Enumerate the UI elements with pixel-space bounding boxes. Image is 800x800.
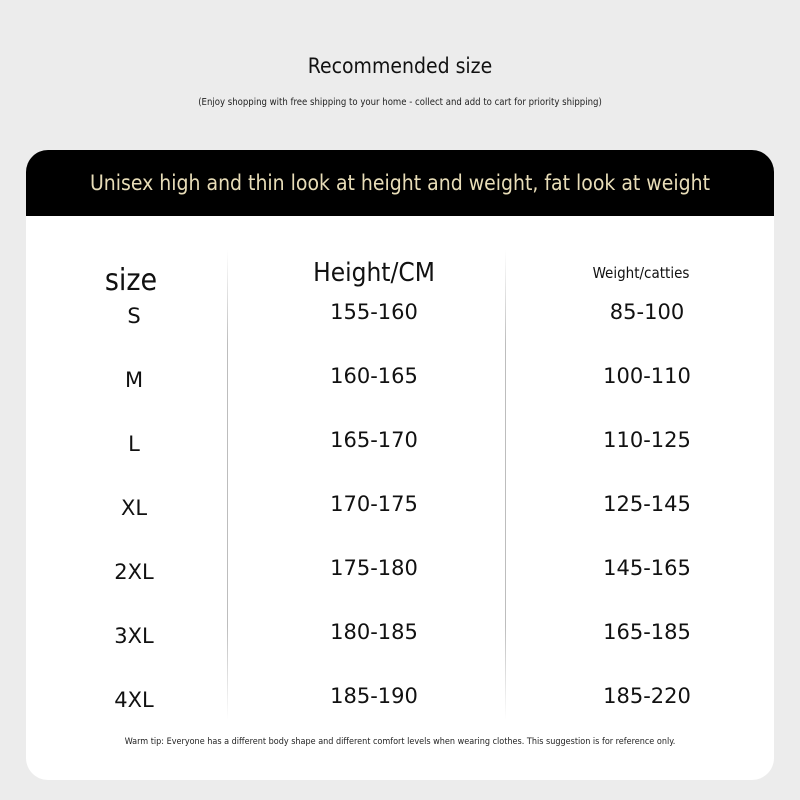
warm-tip: Warm tip: Everyone has a different body shape and different comfort levels when wearing clothes. This suggestion is for reference only.: [124, 737, 676, 747]
page-title: Recommended size: [307, 54, 493, 78]
weight-cell: 185-220: [603, 684, 691, 708]
weight-cell: 100-110: [603, 364, 691, 388]
header-weight: Weight/catties: [592, 264, 690, 282]
page-subtitle: (Enjoy shopping with free shipping to your home - collect and add to cart for priority shipping): [198, 97, 602, 108]
height-cell: 155-160: [330, 300, 418, 324]
weight-cell: 125-145: [603, 492, 691, 516]
header-height: Height/CM: [313, 258, 435, 288]
height-cell: 170-175: [330, 492, 418, 516]
height-cell: 185-190: [330, 684, 418, 708]
size-cell: M: [124, 368, 144, 392]
size-cell: 2XL: [114, 560, 154, 584]
banner: [26, 150, 774, 216]
size-cell: 4XL: [114, 688, 154, 712]
height-cell: 160-165: [330, 364, 418, 388]
size-cell: XL: [120, 496, 148, 520]
height-cell: 175-180: [330, 556, 418, 580]
column-divider: [505, 250, 506, 720]
size-cell: L: [128, 432, 140, 456]
size-chart-card: [26, 150, 774, 780]
header-size: size: [104, 263, 158, 298]
height-cell: 180-185: [330, 620, 418, 644]
weight-cell: 85-100: [609, 300, 685, 324]
size-cell: S: [127, 304, 141, 328]
size-cell: 3XL: [114, 624, 154, 648]
height-cell: 165-170: [330, 428, 418, 452]
weight-cell: 110-125: [603, 428, 691, 452]
column-divider: [227, 250, 228, 720]
weight-cell: 145-165: [603, 556, 691, 580]
weight-cell: 165-185: [603, 620, 691, 644]
banner-text: Unisex high and thin look at height and weight, fat look at weight: [89, 171, 711, 195]
